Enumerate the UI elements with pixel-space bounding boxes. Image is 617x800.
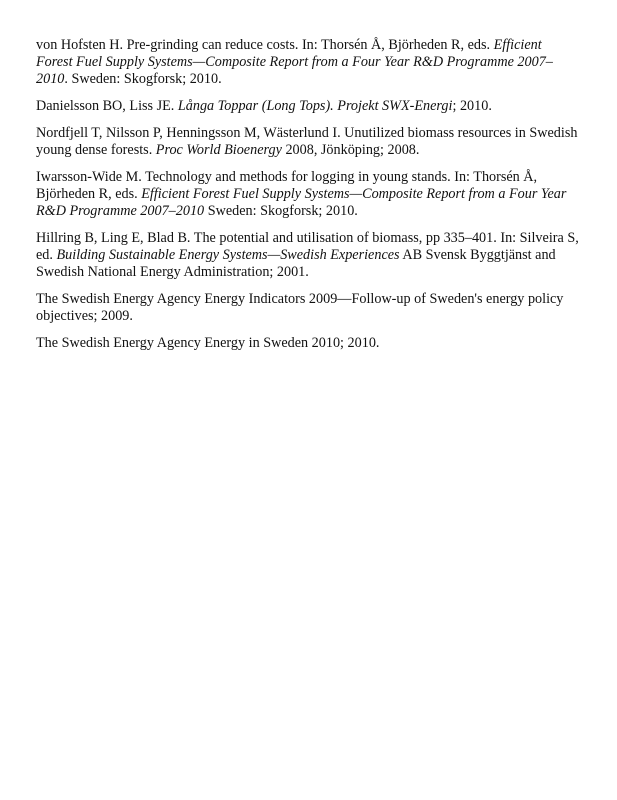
reference-entry bbox=[36, 169, 581, 220]
reference-entry bbox=[36, 98, 581, 115]
reference-text: Danielsson BO, Liss JE. bbox=[36, 98, 178, 114]
reference-entry bbox=[36, 37, 581, 88]
reference-list bbox=[36, 37, 581, 362]
reference-text: AB Svensk Byggtjänst and Swedish National Energy Administration; 2001. bbox=[36, 247, 556, 280]
reference-text: The Swedish Energy Agency Energy Indicators 2009—Follow-up of Sweden's energy policy objectives; 2009. bbox=[36, 291, 564, 324]
reference-title: Proc World Bioenergy bbox=[155, 142, 282, 158]
reference-text: Iwarsson-Wide M. Technology and methods for logging in young stands. In: Thorsén Å, Björheden R, eds. bbox=[36, 169, 538, 202]
reference-text: The Swedish Energy Agency Energy in Sweden 2010; 2010. bbox=[36, 335, 380, 351]
reference-entry bbox=[36, 291, 581, 325]
reference-title: Efficient Forest Fuel Supply Systems—Composite Report from a Four Year R&D Programme 2007–2010 bbox=[36, 186, 567, 219]
reference-text: Hillring B, Ling E, Blad B. The potential and utilisation of biomass, pp 335–401. In: Silveira S, ed. bbox=[36, 230, 579, 263]
reference-entry bbox=[36, 230, 581, 281]
reference-text: Sweden: Skogforsk; 2010. bbox=[204, 203, 358, 219]
reference-text: . Sweden: Skogforsk; 2010. bbox=[64, 71, 222, 87]
reference-entry bbox=[36, 335, 581, 352]
reference-text: Nordfjell T, Nilsson P, Henningsson M, Wästerlund I. Unutilized biomass resources in Swedish young dense forests. bbox=[36, 125, 578, 158]
reference-text: ; 2010. bbox=[452, 98, 492, 114]
reference-text: 2008, Jönköping; 2008. bbox=[281, 142, 420, 158]
reference-text: von Hofsten H. Pre-grinding can reduce costs. In: Thorsén Å, Björheden R, eds. bbox=[36, 37, 494, 53]
reference-title: Långa Toppar (Long Tops). Projekt SWX-Energi bbox=[177, 98, 453, 114]
reference-entry bbox=[36, 125, 581, 159]
reference-title: Efficient Forest Fuel Supply Systems—Composite Report from a Four Year R&D Programme 2007–2010 bbox=[36, 37, 553, 87]
reference-title: Building Sustainable Energy Systems—Swedish Experiences bbox=[56, 247, 400, 263]
